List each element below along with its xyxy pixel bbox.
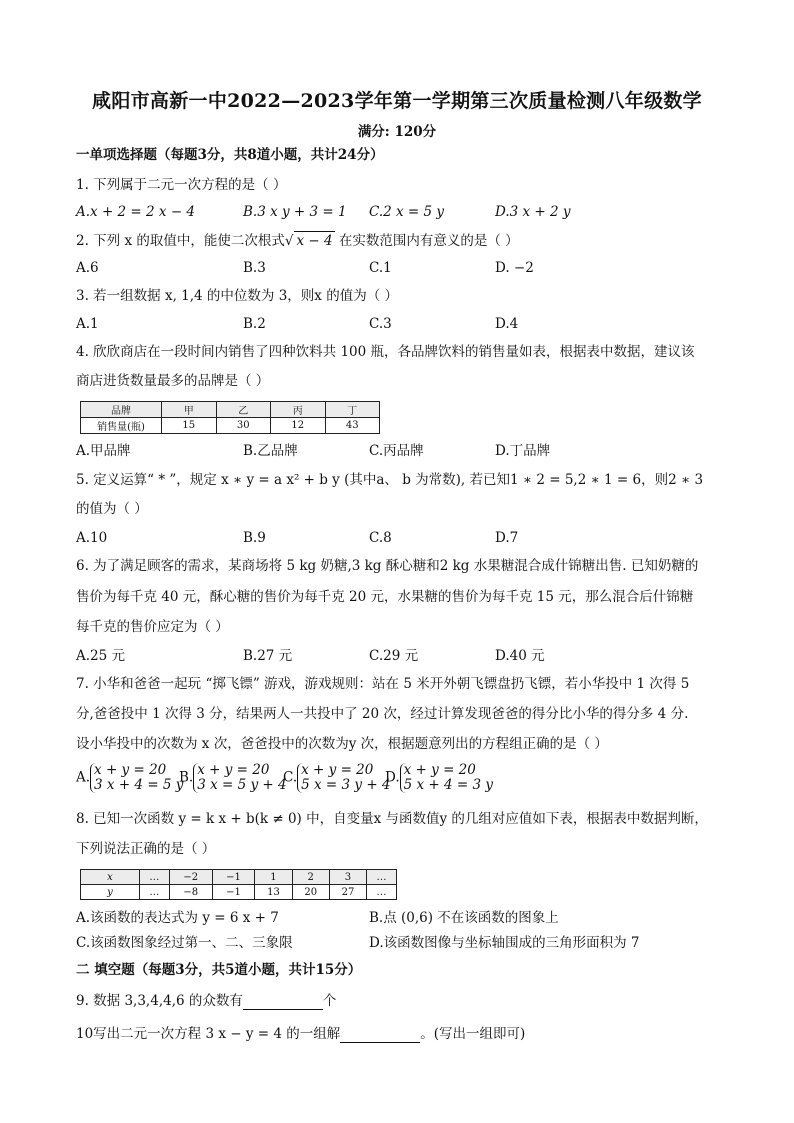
q6-option-c: C.29 元 bbox=[369, 648, 419, 664]
table-cell: 3 bbox=[329, 870, 366, 885]
table-cell: 销售量(瓶) bbox=[81, 418, 162, 434]
q8-value-table bbox=[80, 869, 397, 900]
table-cell: −8 bbox=[169, 885, 212, 900]
q2-stem-post: 在实数范围内有意义的是（ ） bbox=[338, 233, 519, 249]
q10-stem-pre: 10写出二元一次方程 3 x − y = 4 的一组解 bbox=[76, 1026, 341, 1042]
table-cell: y bbox=[81, 885, 140, 900]
q1-option-b: B.3 x y + 3 = 1 bbox=[243, 204, 347, 220]
q6-option-a: A.25 元 bbox=[76, 648, 126, 664]
q7-option-b-system bbox=[193, 763, 286, 793]
q5-stem-line1: 5. 定义运算“ * ”，规定 x ∗ y = a x² + b y (其中a、 b 为常数), 若已知1 ∗ 2 = 5,2 ∗ 1 = 6，则2 ∗ 3 bbox=[76, 472, 704, 488]
full-score: 满分: 120分 bbox=[357, 124, 437, 140]
q7-option-d bbox=[385, 763, 493, 793]
table-cell: 乙 bbox=[216, 402, 271, 418]
equation-2: 5 x = 3 y + 4 bbox=[301, 777, 391, 793]
section-1-heading: 一单项选择题（每题3分，共8道小题，共计24分） bbox=[76, 147, 384, 163]
table-row bbox=[81, 418, 380, 434]
q1-option-d: D.3 x + 2 y bbox=[495, 204, 571, 220]
q1-option-a: A.x + 2 = 2 x − 4 bbox=[76, 204, 196, 220]
table-cell: x bbox=[81, 870, 140, 885]
q3-option-a: A.1 bbox=[76, 316, 99, 332]
q4-option-a: A.甲品牌 bbox=[76, 443, 131, 459]
exam-title: 咸阳市高新一中2022—2023学年第一学期第三次质量检测八年级数学 bbox=[92, 90, 702, 112]
q3-option-c: C.3 bbox=[369, 316, 392, 332]
table-cell: 甲 bbox=[162, 402, 217, 418]
q6-stem-line2: 售价为每千克 40 元，酥心糖的售价为每千克 20 元，水果糖的售价为每千克 15 元，那么混合后什锦糖 bbox=[76, 589, 694, 605]
q4-stem-line1: 4. 欣欣商店在一段时间内销售了四种饮料共 100 瓶，各品牌饮料的销售量如表，根据表中数据，建议该 bbox=[76, 344, 695, 360]
q9-stem-post: 个 bbox=[322, 993, 337, 1009]
q7-option-d-system bbox=[400, 763, 493, 793]
q6-option-b: B.27 元 bbox=[243, 648, 293, 664]
q2-option-b: B.3 bbox=[243, 260, 266, 276]
table-cell: 13 bbox=[255, 885, 292, 900]
table-row bbox=[81, 870, 397, 885]
q4-sales-table bbox=[80, 401, 380, 434]
q7-option-a-system bbox=[90, 763, 183, 793]
equation-1: x + y = 20 bbox=[403, 762, 476, 778]
q10-stem-post: 。(写出一组即可) bbox=[420, 1026, 526, 1042]
table-cell: 15 bbox=[162, 418, 217, 434]
q3-option-b: B.2 bbox=[243, 316, 266, 332]
q7-option-c-label: C. bbox=[283, 769, 298, 786]
q10-stem bbox=[76, 1024, 525, 1043]
q3-option-d: D.4 bbox=[495, 316, 519, 332]
q7-option-a-label: A. bbox=[76, 769, 91, 786]
q2-option-a: A.6 bbox=[76, 260, 99, 276]
q8-stem-line2: 下列说法正确的是（ ） bbox=[76, 841, 216, 857]
q7-option-b-label: B. bbox=[179, 769, 194, 786]
q7-stem-line2: 分,爸爸投中 1 次得 3 分，结果两人一共投中了 20 次，经过计算发现爸爸的得分比小华的得分多 4 分. bbox=[76, 706, 689, 722]
q5-option-c: C.8 bbox=[369, 530, 392, 546]
q2-option-d: D. −2 bbox=[495, 260, 534, 276]
table-cell: 27 bbox=[329, 885, 366, 900]
equation-1: x + y = 20 bbox=[301, 762, 374, 778]
q2-radicand: x − 4 bbox=[296, 233, 333, 249]
table-cell: 30 bbox=[216, 418, 271, 434]
q4-option-b: B.乙品牌 bbox=[243, 443, 298, 459]
table-cell: … bbox=[367, 885, 397, 900]
q7-option-c bbox=[283, 763, 391, 793]
q7-stem-line1: 7. 小华和爸爸一起玩 “掷飞镖” 游戏，游戏规则：站在 5 米开外朝飞镖盘扔飞镖，若小华投中 1 次得 5 bbox=[76, 676, 690, 692]
table-row bbox=[81, 402, 380, 418]
q7-stem-line3: 设小华投中的次数为 x 次，爸爸投中的次数为y 次，根据题意列出的方程组正确的是（ ） bbox=[76, 736, 608, 752]
q9-stem bbox=[76, 991, 336, 1010]
table-cell: −1 bbox=[212, 885, 255, 900]
table-cell: 丙 bbox=[271, 402, 326, 418]
q5-option-a: A.10 bbox=[76, 530, 108, 546]
q8-option-d: D.该函数图像与坐标轴围成的三角形面积为 7 bbox=[369, 935, 640, 951]
q8-option-b: B.点 (0,6) 不在该函数的图象上 bbox=[369, 910, 559, 926]
q7-option-c-system bbox=[297, 763, 390, 793]
q8-option-c: C.该函数图象经过第一、二、三象限 bbox=[76, 935, 293, 951]
q3-stem: 3. 若一组数据 x, 1,4 的中位数为 3，则x 的值为（ ） bbox=[76, 288, 398, 304]
q9-stem-pre: 9. 数据 3,3,4,4,6 的众数有 bbox=[76, 993, 243, 1009]
equation-1: x + y = 20 bbox=[197, 762, 270, 778]
q7-option-d-label: D. bbox=[385, 769, 400, 786]
table-cell: 2 bbox=[292, 870, 329, 885]
equation-1: x + y = 20 bbox=[94, 762, 167, 778]
q4-stem-line2: 商店进货数量最多的品牌是（ ） bbox=[76, 373, 270, 389]
table-cell: 43 bbox=[325, 418, 380, 434]
equation-2: 3 x + 4 = 5 y bbox=[94, 777, 184, 793]
q2-option-c: C.1 bbox=[369, 260, 392, 276]
q5-option-d: D.7 bbox=[495, 530, 519, 546]
q1-stem: 1. 下列属于二元一次方程的是（ ） bbox=[76, 177, 287, 193]
q8-option-a: A.该函数的表达式为 y = 6 x + 7 bbox=[76, 910, 279, 926]
table-cell: … bbox=[367, 870, 397, 885]
q4-option-c: C.丙品牌 bbox=[369, 443, 424, 459]
table-cell: 品牌 bbox=[81, 402, 162, 418]
q5-stem-line2: 的值为（ ） bbox=[76, 501, 148, 517]
q1-option-c: C.2 x = 5 y bbox=[369, 204, 445, 220]
table-row bbox=[81, 885, 397, 900]
q7-option-b bbox=[179, 763, 287, 793]
q6-stem-line1: 6. 为了满足顾客的需求，某商场将 5 kg 奶糖,3 kg 酥心糖和2 kg 水果糖混合成什锦糖出售. 已知奶糖的 bbox=[76, 558, 699, 574]
q6-option-d: D.40 元 bbox=[495, 648, 545, 664]
table-cell: −1 bbox=[212, 870, 255, 885]
q2-stem bbox=[76, 231, 519, 250]
table-cell: 20 bbox=[292, 885, 329, 900]
q8-stem-line1: 8. 已知一次函数 y = k x + b(k ≠ 0) 中，自变量x 与函数值y 的几组对应值如下表，根据表中数据判断， bbox=[76, 811, 708, 827]
table-cell: … bbox=[140, 870, 170, 885]
table-cell: 丁 bbox=[325, 402, 380, 418]
equation-2: 3 x = 5 y + 4 bbox=[197, 777, 287, 793]
q7-option-a bbox=[76, 763, 183, 793]
q9-answer-blank[interactable] bbox=[243, 991, 323, 1010]
equation-2: 5 x + 4 = 3 y bbox=[403, 777, 494, 793]
sqrt-icon: √ bbox=[284, 233, 294, 249]
table-cell: −2 bbox=[169, 870, 212, 885]
table-cell: … bbox=[140, 885, 170, 900]
q2-stem-pre: 2. 下列 x 的取值中，能使二次根式 bbox=[76, 233, 285, 249]
q5-option-b: B.9 bbox=[243, 530, 266, 546]
q10-answer-blank[interactable] bbox=[340, 1024, 420, 1043]
table-cell: 1 bbox=[255, 870, 292, 885]
table-cell: 12 bbox=[271, 418, 326, 434]
section-2-heading: 二 填空题（每题3分，共5道小题，共计15分） bbox=[76, 962, 362, 978]
q4-option-d: D.丁品牌 bbox=[495, 443, 551, 459]
q6-stem-line3: 每千克的售价应定为（ ） bbox=[76, 619, 229, 635]
